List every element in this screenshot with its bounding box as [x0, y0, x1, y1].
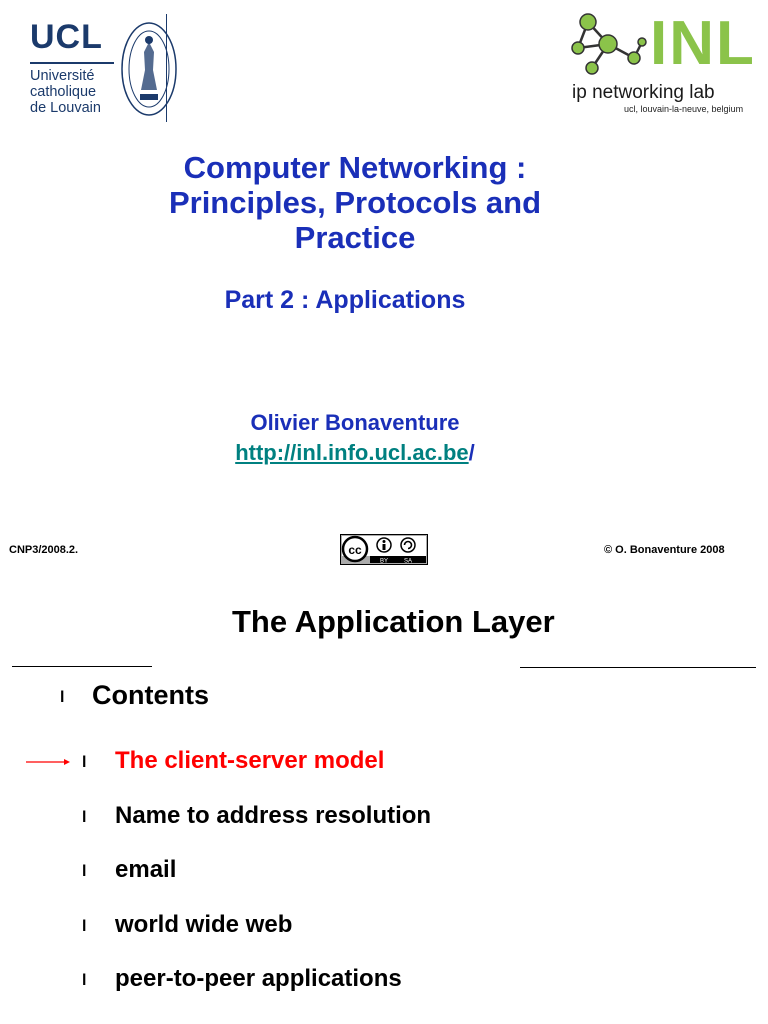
contents-heading: Contents — [92, 680, 209, 710]
inl-logo-word: INL — [650, 9, 756, 78]
footer-slide-id: CNP3/2008.2. — [9, 544, 79, 556]
ucl-logo — [28, 14, 168, 122]
author-url-link[interactable]: http://inl.info.ucl.ac.be — [235, 440, 469, 465]
bullet-icon: l — [82, 918, 87, 935]
bullet-icon: l — [82, 754, 87, 771]
ucl-logo-rule — [30, 62, 114, 64]
cover-author: Olivier Bonaventure — [250, 410, 460, 435]
cc-sa-label: SA — [403, 558, 413, 565]
slide-title: The Application Layer — [232, 604, 555, 639]
cc-license-badge[interactable] — [340, 534, 428, 565]
cover-url — [90, 440, 620, 466]
footer-copyright: © O. Bonaventure 2008 — [604, 544, 725, 556]
ucl-seal-icon — [120, 20, 178, 118]
ucl-logo-line-1: Université — [30, 68, 95, 84]
contents-item-name-resolution: Name to address resolution — [115, 802, 432, 829]
cover-title-line-1: Computer Networking : — [183, 150, 527, 185]
inl-logo — [566, 8, 762, 116]
ucl-logo-divider — [166, 14, 167, 122]
cc-by-sa-icon — [340, 534, 428, 565]
cover-title-line-3: Practice — [294, 220, 416, 255]
cc-by-label: BY — [379, 558, 389, 565]
bullet-icon: l — [60, 689, 65, 706]
cover-part-title: Part 2 : Applications — [224, 286, 466, 314]
bullet-icon: l — [82, 809, 87, 826]
contents-item-www: world wide web — [115, 911, 293, 938]
inl-location: ucl, louvain-la-neuve, belgium — [624, 104, 744, 114]
bullet-icon: l — [82, 863, 87, 880]
title-divider-left — [12, 666, 152, 667]
current-item-arrow-icon — [26, 755, 70, 769]
ucl-logo-word: UCL — [30, 18, 103, 56]
ucl-logo-line-2: catholique — [30, 84, 97, 100]
ucl-logo-line-3: de Louvain — [30, 100, 101, 116]
bullet-icon: l — [82, 972, 87, 989]
author-url-suffix: / — [468, 440, 475, 465]
cc-mark: cc — [348, 543, 362, 557]
cover-title-line-2: Principles, Protocols and — [168, 185, 542, 220]
network-graph-icon — [568, 10, 658, 82]
title-divider-right — [520, 667, 756, 668]
contents-item-email: email — [115, 856, 177, 883]
cover-title — [90, 150, 620, 255]
contents-item-p2p: peer-to-peer applications — [115, 965, 402, 992]
inl-tagline: ip networking lab — [572, 82, 715, 103]
contents-item-client-server: The client-server model — [115, 747, 385, 774]
